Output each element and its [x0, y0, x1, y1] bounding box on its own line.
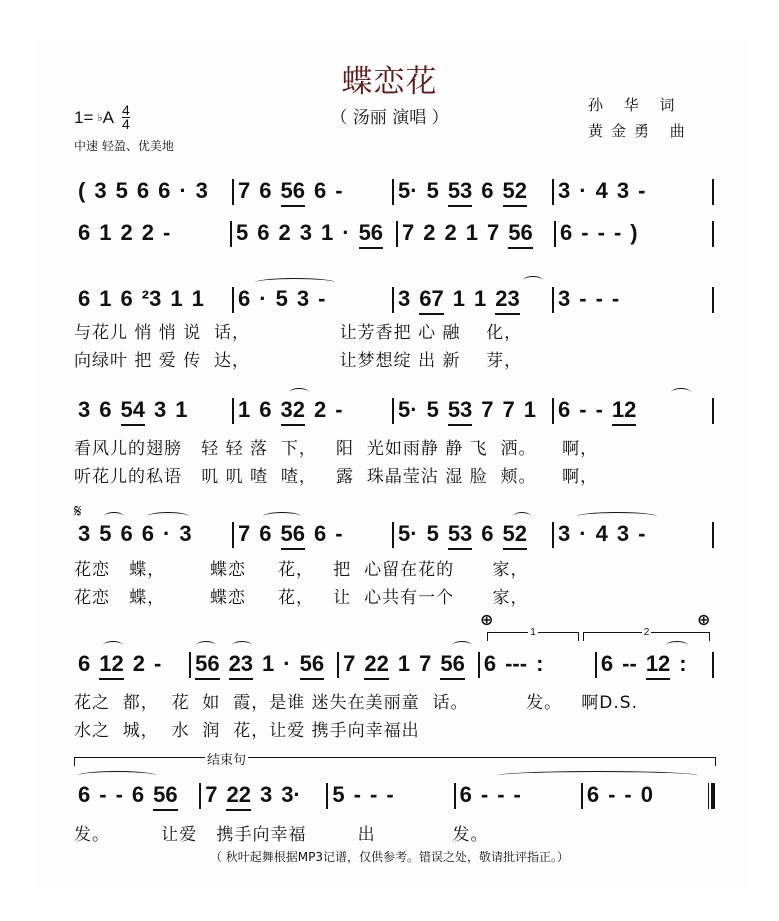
note: 1 — [175, 397, 188, 422]
composer: 黄金勇 曲 — [588, 122, 693, 140]
note: 3 — [558, 521, 571, 546]
note: 54 — [121, 396, 145, 426]
note: 1 — [465, 220, 479, 245]
measure — [394, 285, 552, 315]
measure — [74, 219, 230, 247]
note: 7 — [238, 521, 251, 546]
note: 6 — [120, 521, 133, 546]
measure — [597, 650, 712, 680]
note: - — [581, 220, 589, 245]
note: 67 — [419, 285, 443, 315]
slur — [671, 388, 691, 397]
note: 5 — [426, 397, 439, 422]
lyric-line: 水之 城， 水 润 花，让爱 携手向幸福出 — [74, 721, 420, 741]
slur — [666, 641, 688, 650]
note: --- — [505, 651, 528, 676]
key-label: 1= — [74, 107, 94, 127]
note: -- — [622, 651, 637, 676]
volta-number: 2 — [643, 627, 650, 638]
note: 6 — [78, 220, 91, 245]
volta-2 — [583, 627, 710, 641]
note: 6 — [259, 178, 272, 203]
note: ( — [78, 178, 86, 203]
note: · — [579, 521, 587, 546]
note: 2 — [444, 220, 457, 245]
note: 6 — [481, 521, 494, 546]
note: 6 — [313, 178, 327, 203]
measure — [554, 177, 712, 205]
note: · — [342, 220, 350, 245]
note: · — [163, 521, 171, 546]
note: 7 — [487, 220, 500, 245]
note: 6 — [158, 178, 171, 203]
note: 56 — [153, 781, 177, 811]
note: - — [153, 651, 162, 676]
note: 6 — [313, 521, 327, 546]
note: 6 — [600, 651, 614, 676]
note: - — [624, 782, 632, 807]
note: 6 — [136, 178, 150, 203]
note: 7 — [502, 397, 515, 422]
note: 7 — [402, 220, 415, 245]
note: 2 — [423, 220, 436, 245]
note: 5 — [426, 178, 439, 203]
notation-row — [74, 219, 714, 249]
barline — [708, 783, 714, 809]
measure — [554, 285, 712, 313]
note: - — [611, 286, 620, 311]
note: 6 — [558, 397, 571, 422]
note: 52 — [503, 177, 527, 207]
lyric-line: 与花儿 悄 悄 说 话， 让芳香把 心 融 化， — [74, 323, 523, 343]
note: 53 — [448, 177, 472, 207]
note: 4 — [595, 521, 608, 546]
note: 6 — [483, 651, 497, 676]
note: 7 — [343, 651, 356, 676]
slur — [523, 276, 543, 285]
note: 5 — [115, 178, 128, 203]
slur — [452, 641, 472, 650]
note: 1 — [99, 286, 112, 311]
note: 53 — [448, 396, 472, 426]
volta-number: 1 — [530, 627, 536, 638]
slur — [255, 278, 335, 287]
coda-icon: ⊕ — [480, 612, 494, 629]
note: - — [579, 397, 587, 422]
measure — [554, 520, 712, 548]
note: - — [369, 782, 378, 807]
note: 53 — [448, 520, 472, 550]
note: - — [335, 397, 343, 422]
note: · — [283, 651, 291, 676]
note: ) — [630, 220, 638, 245]
note: 7 — [205, 782, 218, 807]
note: 3· — [281, 782, 301, 807]
barline — [712, 179, 714, 205]
note: - — [386, 782, 394, 807]
lyric-line: 看风儿的翅膀 轻 轻 落 下， 阳 光如雨静 静 飞 洒。 啊， — [74, 439, 599, 459]
note: 3 — [259, 782, 273, 807]
note: 22 — [364, 650, 388, 680]
note: 23 — [229, 650, 253, 680]
note: 1 — [397, 651, 411, 676]
note: 2 — [313, 397, 327, 422]
note: 56 — [508, 219, 532, 249]
slur — [147, 512, 189, 521]
note: 56 — [195, 650, 219, 680]
note: 7 — [419, 651, 432, 676]
measure — [394, 177, 552, 207]
measure — [583, 781, 708, 809]
time-signature — [122, 104, 130, 131]
note: ²3 — [141, 286, 162, 311]
note: 6 — [257, 220, 270, 245]
note: 3 — [179, 521, 192, 546]
note: 56 — [281, 177, 305, 207]
note: - — [335, 178, 343, 203]
note: - — [335, 521, 343, 546]
note: 12 — [612, 396, 636, 426]
note: 3 — [558, 178, 571, 203]
note: - — [513, 782, 521, 807]
song-title: 蝶恋花 — [341, 64, 438, 100]
note: 1 — [452, 286, 465, 311]
measure — [328, 781, 453, 809]
note: 3 — [558, 286, 571, 311]
note: 7 — [238, 178, 251, 203]
note: 56 — [281, 520, 305, 550]
note: 6 — [259, 397, 272, 422]
note: - — [595, 286, 603, 311]
notation-row — [74, 396, 714, 426]
measure — [74, 781, 199, 811]
lyric-line: 发。 让爱 携手向幸福 出 发。 — [74, 825, 489, 845]
note: · — [579, 178, 587, 203]
note: · — [259, 286, 267, 311]
note: 6 — [120, 286, 133, 311]
note: 6 — [131, 782, 145, 807]
tempo-marking: 中速 轻盈、优美地 — [74, 139, 174, 153]
note: : — [536, 651, 544, 676]
measure — [398, 219, 554, 249]
lyricist: 孙 华 词 — [588, 96, 683, 114]
note: 5· — [398, 178, 418, 203]
measure — [394, 520, 552, 550]
note: - — [353, 782, 361, 807]
note: 3 — [78, 397, 91, 422]
measure — [201, 781, 326, 811]
lyric-line: 花之 都， 花 如 霞，是谁 迷失在美丽童 话。 发。 啊D.S. — [74, 693, 638, 713]
slur — [104, 512, 124, 521]
note: - — [595, 397, 603, 422]
note: 6 — [259, 521, 272, 546]
note: 56 — [300, 650, 324, 680]
note: 4 — [595, 178, 608, 203]
note: 1 — [320, 220, 334, 245]
note: 12 — [99, 650, 123, 680]
note: 52 — [503, 520, 527, 550]
key-signature — [74, 104, 130, 131]
slur — [498, 771, 698, 780]
measure — [74, 396, 232, 426]
note: 3 — [299, 220, 312, 245]
slur — [263, 512, 301, 521]
note: 0 — [640, 782, 653, 807]
note: 5· — [398, 397, 418, 422]
note: 5 — [235, 220, 249, 245]
note: 3 — [616, 178, 630, 203]
note: 5 — [275, 286, 288, 311]
note: 3 — [153, 397, 167, 422]
slur — [78, 771, 156, 780]
notation-row — [74, 520, 714, 550]
lyric-line: 花恋 蝶， 蝶恋 花， 让 心共有一个 家， — [74, 588, 529, 608]
note: 12 — [646, 650, 670, 680]
note: - — [99, 782, 107, 807]
coda-icon: ⊕ — [697, 612, 711, 629]
footer-note: （ 秋叶起舞根据MP3记谱，仅供参考。错误之处，敬请批评指正。） — [209, 850, 570, 864]
note: 5· — [398, 521, 418, 546]
note: - — [497, 782, 505, 807]
measure — [339, 650, 478, 680]
barline — [712, 522, 714, 548]
note: 6 — [78, 651, 91, 676]
note: 1 — [238, 397, 251, 422]
note: 3 — [616, 521, 630, 546]
measure — [234, 177, 392, 207]
note: · — [179, 178, 187, 203]
lyric-line: 向绿叶 把 爱 传 达， 让梦想绽 出 新 芽， — [74, 351, 523, 371]
flat-sign: ♭ — [97, 112, 103, 124]
measure — [74, 650, 189, 680]
note: 5 — [426, 521, 439, 546]
note: 6 — [78, 286, 91, 311]
notation-row — [74, 781, 714, 811]
note: - — [608, 782, 616, 807]
note: 6 — [481, 178, 494, 203]
ending-bracket — [74, 757, 716, 766]
measure — [554, 396, 712, 426]
note: 23 — [495, 285, 519, 315]
lyric-line: 听花儿的私语 叽 叽 喳 喳， 露 珠晶莹沾 湿 脸 颊。 啊， — [74, 467, 599, 487]
note: 6 — [238, 286, 251, 311]
lyric-line: 花恋 蝶， 蝶恋 花， 把 心留在花的 家， — [74, 560, 529, 580]
notation-row — [74, 177, 714, 207]
note: 3 — [94, 178, 107, 203]
measure — [234, 285, 392, 313]
measure — [234, 520, 392, 550]
note: 1 — [99, 220, 112, 245]
note: 7 — [481, 397, 494, 422]
note: 6 — [78, 782, 91, 807]
note: : — [679, 651, 687, 676]
volta-1 — [487, 627, 579, 641]
singer-credit: （ 汤丽 演唱 ） — [330, 108, 449, 128]
notation-row — [74, 650, 714, 680]
credits — [588, 92, 693, 144]
note: 2 — [278, 220, 291, 245]
note: - — [163, 220, 171, 245]
note: 6 — [99, 397, 112, 422]
note: 3 — [296, 286, 310, 311]
note: - — [597, 220, 605, 245]
note: 1 — [262, 651, 275, 676]
note: 6 — [459, 782, 472, 807]
note: 56 — [359, 219, 383, 249]
note: - — [318, 286, 326, 311]
note: 3 — [398, 286, 411, 311]
note: - — [638, 521, 646, 546]
note: 2 — [120, 220, 133, 245]
measure — [456, 781, 581, 809]
measure — [232, 219, 396, 249]
note: 56 — [440, 650, 464, 680]
note: 22 — [226, 781, 250, 811]
slur — [103, 641, 123, 650]
barline — [712, 398, 714, 424]
slur — [513, 512, 531, 521]
slur — [196, 641, 216, 650]
notation-row — [74, 285, 714, 315]
note: 1 — [523, 397, 537, 422]
note: - — [613, 220, 622, 245]
note: 2 — [132, 651, 145, 676]
note: 2 — [141, 220, 154, 245]
note: 1 — [170, 286, 183, 311]
note: 6 — [560, 220, 573, 245]
ending-label: 结束句 — [205, 749, 248, 768]
note: 6 — [586, 782, 600, 807]
measure — [191, 650, 337, 680]
slur — [577, 512, 657, 521]
note: 5 — [99, 521, 112, 546]
segno-sign: 𝄋 — [74, 501, 82, 521]
measure — [74, 520, 232, 548]
measure — [394, 396, 552, 426]
barline — [712, 221, 714, 247]
key-note: A — [102, 107, 114, 127]
measure — [480, 650, 595, 678]
note: 32 — [281, 396, 305, 426]
note: 5 — [332, 782, 345, 807]
measure — [556, 219, 712, 247]
note: 3 — [78, 521, 91, 546]
barline — [712, 287, 714, 313]
note: - — [579, 286, 587, 311]
barline — [712, 652, 714, 678]
slur — [232, 641, 252, 650]
note: 1 — [473, 286, 487, 311]
note: - — [638, 178, 646, 203]
note: 1 — [191, 286, 204, 311]
measure — [74, 177, 232, 205]
slur — [289, 388, 309, 397]
measure — [234, 396, 392, 426]
note: 3 — [195, 178, 208, 203]
measure — [74, 285, 232, 313]
time-bottom: 4 — [121, 116, 130, 132]
note: - — [115, 782, 123, 807]
time-top: 4 — [121, 102, 130, 118]
note: - — [480, 782, 489, 807]
note: 6 — [141, 521, 154, 546]
